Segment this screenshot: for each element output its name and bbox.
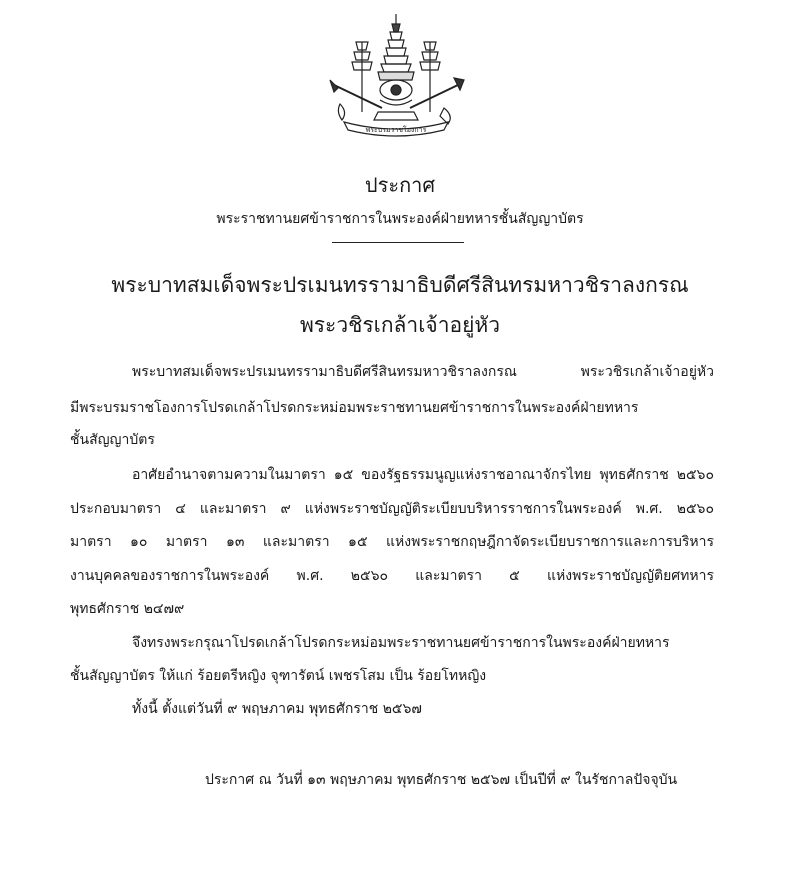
body-line: ชั้นสัญญาบัตร ให้แก่ ร้อยตรีหญิง จุฑารัตน์ เพชรโสม เป็น ร้อยโทหญิง	[70, 668, 487, 684]
body-line: พุทธศักราช ๒๔๗๙	[70, 601, 185, 617]
body-line: งานบุคคลของราชการในพระองค์ พ.ศ. ๒๕๖๐ และมาตรา ๕ แห่งพระราชบัญญัติยศทหาร	[70, 568, 714, 584]
page-title: ประกาศ	[364, 173, 436, 197]
body-line: ประกอบมาตรา ๔ และมาตรา ๙ แห่งพระราชบัญญัติระเบียบบริหารราชการในพระองค์ พ.ศ. ๒๕๖๐	[70, 501, 714, 517]
body-line: ชั้นสัญญาบัตร	[70, 432, 155, 448]
royal-name-heading-line-1: พระบาทสมเด็จพระปรเมนทรรามาธิบดีศรีสินทรมหาวชิราลงกรณ	[111, 273, 689, 297]
body-line: มีพระบรมราชโองการโปรดเกล้าโปรดกระหม่อมพระราชทานยศข้าราชการในพระองค์ฝ่ายทหาร	[70, 400, 639, 416]
emblem-ribbon-text: พระบรมราชโองการ	[365, 126, 427, 134]
body-line: มาตรา ๑๐ มาตรา ๑๓ และมาตรา ๑๕ แห่งพระราชกฤษฎีกาจัดระเบียบราชการและการบริหาร	[70, 534, 714, 550]
title-divider	[332, 242, 464, 243]
royal-name-heading-line-2: พระวชิรเกล้าเจ้าอยู่หัว	[299, 313, 501, 337]
page-subtitle: พระราชทานยศข้าราชการในพระองค์ฝ่ายทหารชั้นสัญญาบัตร	[216, 211, 584, 227]
body-line: จึงทรงพระกรุณาโปรดเกล้าโปรดกระหม่อมพระราชทานยศข้าราชการในพระองค์ฝ่ายทหาร	[132, 635, 670, 651]
body-line: พระบาทสมเด็จพระปรเมนทรรามาธิบดีศรีสินทรมหาวชิราลงกรณ พระวชิรเกล้าเจ้าอยู่หัว	[132, 364, 714, 380]
royal-crown-emblem-icon	[322, 12, 470, 140]
body-line: ทั้งนี้ ตั้งแต่วันที่ ๙ พฤษภาคม พุทธศักราช ๒๕๖๗	[132, 701, 422, 717]
announcement-date-line: ประกาศ ณ วันที่ ๑๓ พฤษภาคม พุทธศักราช ๒๕๖๗ เป็นปีที่ ๙ ในรัชกาลปัจจุบัน	[205, 772, 678, 788]
body-line: อาศัยอำนาจตามความในมาตรา ๑๕ ของรัฐธรรมนูญแห่งราชอาณาจักรไทย พุทธศักราช ๒๕๖๐	[132, 467, 714, 483]
